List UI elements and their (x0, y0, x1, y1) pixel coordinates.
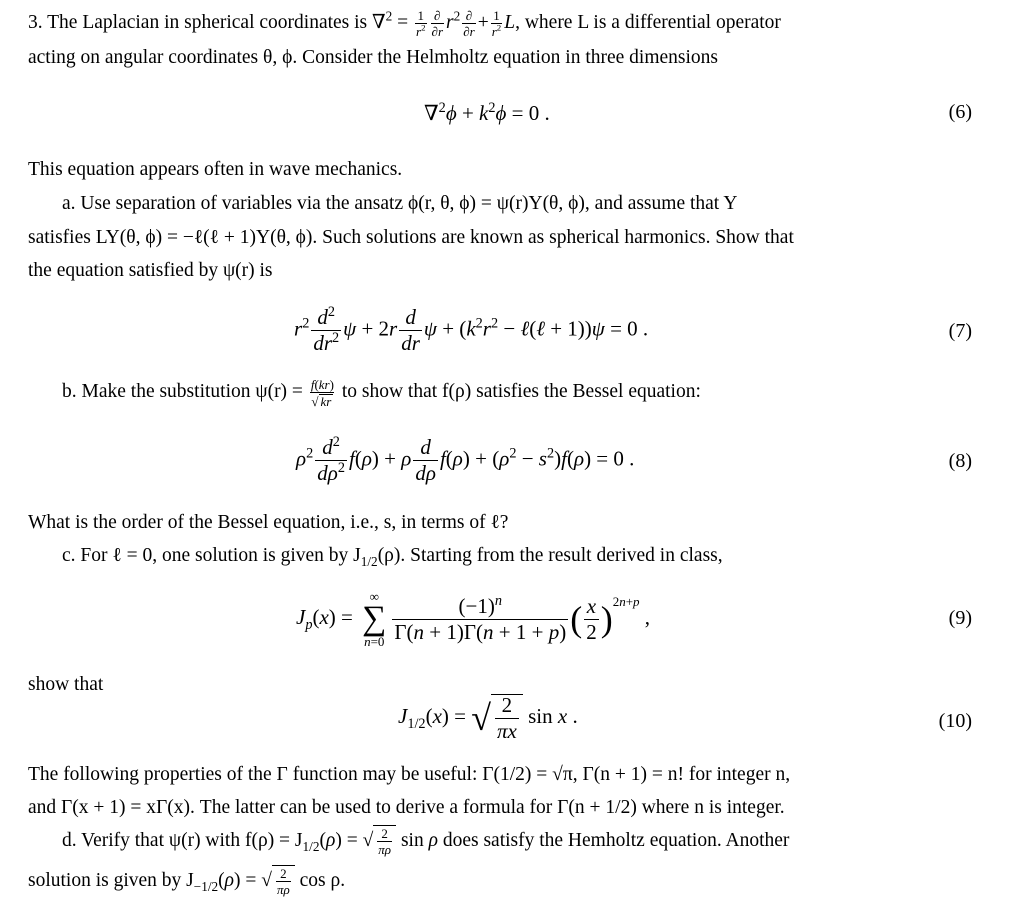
intro-line-2: acting on angular coordinates θ, ϕ. Consider the Helmholtz equation in three dimensions (28, 47, 719, 68)
order-question: What is the order of the Bessel equation, i.e., s, in terms of ℓ? (28, 512, 509, 533)
equation-7: $r^2$ $\frac{d^2}{dr^2}$ ψ + 2r $\frac{d}{dr}$ $\psi + (k^2r^2$ − ℓ(ℓ + 1))ψ = 0 . (294, 304, 649, 355)
equation-10: $J_{1/2}(x)$ = √ $\frac{2}{\pi x}$ sin x . (398, 693, 578, 743)
part-d-line-2: solution is given by $J_{-1/2}(\rho)$ = √ $\frac{2}{\pi\rho}$ cos ρ. (28, 866, 346, 898)
equation-9: $J_p(x)$ = ∞ ∑ n=0 $\frac{(-1)^n}{\Gamma(n + 1)\Gamma(n + 1 + p)}$ ( $\frac{x}{2}$ )$^{2n+p}$ , (296, 589, 651, 650)
equation-8: $\rho^2$ $\frac{d^2}{d\rho^2}$ f(ρ) + ρ $\frac{d}{d\rho}$ $f(\rho) + (\rho^2 - s^2)f(\rho) = 0$ . (296, 434, 635, 485)
equation-9-number: (9) (948, 607, 972, 629)
wave-paragraph: This equation appears often in wave mechanics. (28, 159, 403, 180)
equation-10-number: (10) (938, 710, 972, 732)
part-a-line-2: satisfies LY(θ, ϕ) = −ℓ(ℓ + 1)Y(θ, ϕ). Such solutions are known as spherical harmonics. Show that (28, 227, 794, 248)
equation-7-number: (7) (948, 320, 972, 342)
part-c-line-1: c. For ℓ = 0, one solution is given by $J_{1/2}(\rho)$. Starting from the result derived in class, (62, 545, 723, 569)
gamma-line-2: and Γ(x + 1) = xΓ(x). The latter can be used to derive a formula for Γ(n + 1/2) where n is integer. (28, 797, 785, 818)
part-a-line-1: a. Use separation of variables via the ansatz ϕ(r, θ, ϕ) = ψ(r)Y(θ, ϕ), and assume that Y (62, 193, 738, 214)
part-a-line-3: the equation satisfied by ψ(r) is (28, 260, 273, 281)
show-that: show that (28, 674, 104, 695)
gamma-line-1: The following properties of the Γ function may be useful: Γ(1/2) = √π, Γ(n + 1) = n! for integer n, (28, 764, 791, 785)
intro-line-1: 3. The Laplacian in spherical coordinates is ∇$^2$ = $\frac{1}{r^2}$ $\frac{\partial}{\partial r}$ $r^2$ $\frac{\partial}{\partial r}$ + $\frac{1}{r^2}$ L, where L is a differential operator (28, 8, 781, 40)
equation-6: $\nabla^2\phi + k^2\phi = 0$ . (424, 100, 550, 125)
part-d-line-1: d. Verify that ψ(r) with $f(\rho) = J_{1/2}(\rho)$ = √ $\frac{2}{\pi\rho}$ sin ρ does satisfy the Hemholtz equation. Another (62, 826, 790, 858)
part-b-line-1: b. Make the substitution ψ(r) = $\frac{f(kr)}{√ kr}$ to show that f(ρ) satisfies the Bessel equation: (62, 376, 701, 409)
equation-8-number: (8) (948, 450, 972, 472)
equation-6-number: (6) (948, 101, 972, 123)
